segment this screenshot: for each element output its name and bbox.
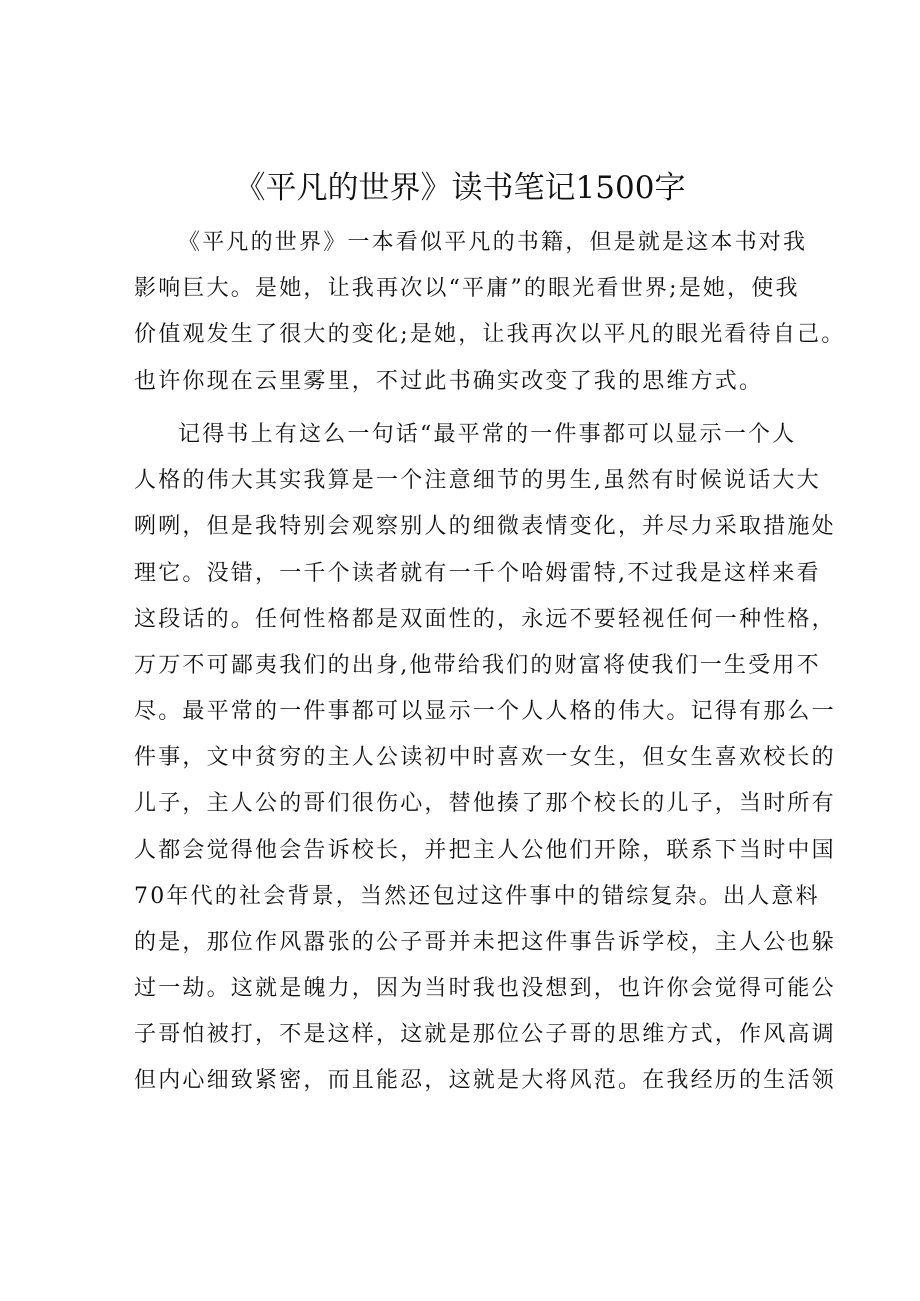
- text-line: 儿子，主人公的哥们很伤心，替他揍了那个校长的儿子，当时所有: [134, 791, 836, 816]
- text-line: 人都会觉得他会告诉校长，并把主人公他们开除，联系下当时中国: [134, 838, 836, 863]
- text-line: 尽。最平常的一件事都可以显示一个人人格的伟大。记得有那么一: [134, 699, 836, 724]
- text-line: 理它。没错，一千个读者就有一千个哈姆雷特,不过我是这样来看: [134, 561, 821, 586]
- text-line: 也许你现在云里雾里，不过此书确实改变了我的思维方式。: [134, 369, 764, 394]
- document-title: 《平凡的世界》读书笔记1500字: [234, 170, 686, 206]
- text-line: 人格的伟大其实我算是一个注意细节的男生,虽然有时候说话大大: [134, 468, 821, 493]
- text-line: 这段话的。任何性格都是双面性的，永远不要轻视任何一种性格，: [134, 607, 836, 632]
- text-line: 的是，那位作风嚣张的公子哥并未把这件事告诉学校，主人公也躲: [134, 930, 836, 955]
- text-line: 过一劫。这就是魄力，因为当时我也没想到，也许你会觉得可能公: [134, 976, 836, 1001]
- text-line: 万万不可鄙夷我们的出身,他带给我们的财富将使我们一生受用不: [134, 653, 821, 678]
- text-line: 但内心细致紧密，而且能忍，这就是大将风范。在我经历的生活领: [134, 1068, 836, 1093]
- text-line: 《平凡的世界》一本看似平凡的书籍，但是就是这本书对我: [178, 230, 808, 255]
- text-line: 子哥怕被打，不是这样，这就是那位公子哥的思维方式，作风高调: [134, 1022, 836, 1047]
- text-line: 咧咧，但是我特别会观察别人的细微表情变化，并尽力采取措施处: [134, 514, 836, 539]
- text-line: 记得书上有这么一句话“最平常的一件事都可以显示一个人: [178, 422, 797, 447]
- text-line: 70年代的社会背景，当然还包过这件事中的错综复杂。出人意料: [134, 884, 820, 909]
- text-line: 影响巨大。是她，让我再次以“平庸”的眼光看世界;是她，使我: [134, 276, 800, 301]
- text-line: 件事，文中贫穷的主人公读初中时喜欢一女生，但女生喜欢校长的: [134, 745, 836, 770]
- text-line: 价值观发生了很大的变化;是她，让我再次以平凡的眼光看待自己。: [134, 322, 846, 347]
